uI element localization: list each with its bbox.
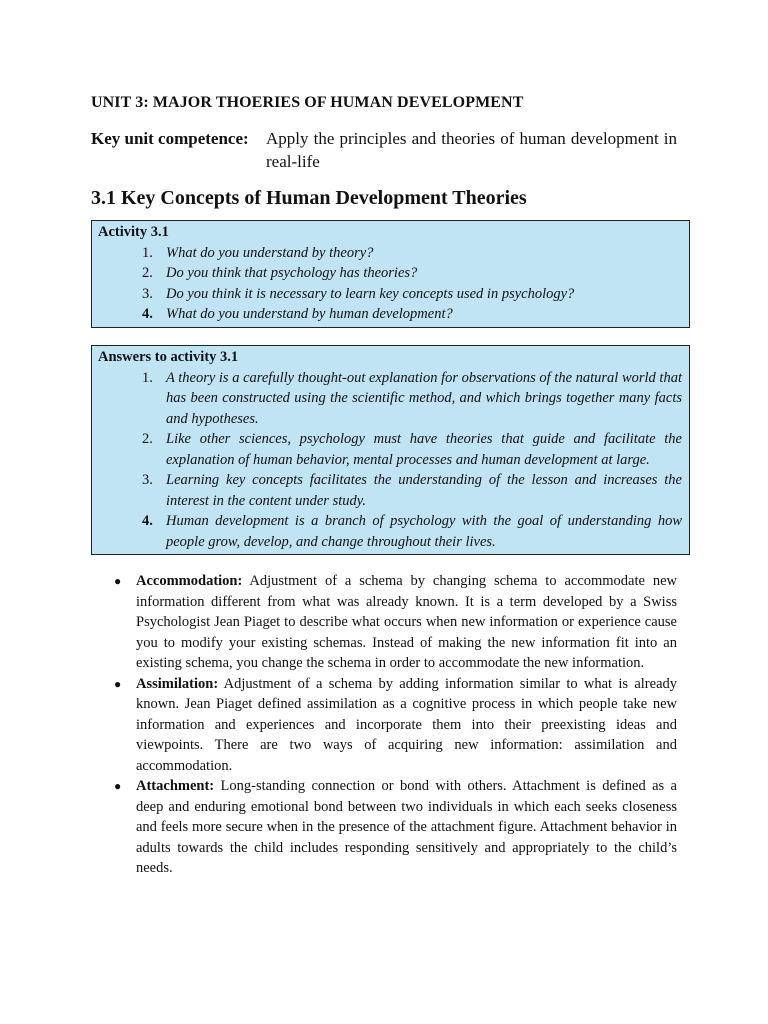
item-number: 1. bbox=[142, 244, 153, 261]
item-number: 2. bbox=[142, 265, 153, 281]
definition-item bbox=[114, 776, 677, 879]
definition-text: Long-standing connection or bond with others. Attachment is defined as a deep and enduring emotional bond between two individuals in which each seeks closeness and feels more secure when in the presence of the attachment figure. Attachment behavior in adults towards the child includes responding sensitively and appropriately to the child’s needs. bbox=[136, 778, 677, 876]
item-text: Human development is a branch of psychology with the goal of understanding how people grow, develop, and change throughout their lives. bbox=[166, 513, 682, 550]
answers-list bbox=[98, 368, 682, 553]
activity-title: Activity 3.1 bbox=[98, 224, 169, 240]
item-text: Do you think it is necessary to learn key concepts used in psychology? bbox=[166, 285, 575, 302]
item-number: 2. bbox=[142, 431, 153, 447]
activity-item bbox=[98, 304, 682, 325]
item-number: 1. bbox=[142, 369, 153, 386]
activity-list bbox=[98, 243, 682, 325]
definitions-list bbox=[114, 571, 678, 879]
item-number: 3. bbox=[142, 285, 153, 302]
answer-item bbox=[98, 470, 682, 511]
activity-item bbox=[98, 243, 682, 264]
bullet-icon: ● bbox=[114, 676, 122, 691]
answers-title: Answers to activity 3.1 bbox=[98, 349, 239, 365]
answer-item bbox=[98, 368, 682, 430]
competence-label: Key unit competence: bbox=[91, 129, 249, 148]
definition-term: Attachment: bbox=[136, 778, 215, 794]
item-number: 4. bbox=[142, 513, 153, 529]
item-text: Learning key concepts facilitates the understanding of the lesson and increases the interest in the content under study. bbox=[166, 472, 682, 509]
answers-box bbox=[91, 345, 690, 555]
section-heading: 3.1 Key Concepts of Human Development Theories bbox=[91, 187, 527, 209]
answer-item bbox=[98, 429, 682, 470]
unit-title: UNIT 3: MAJOR THOERIES OF HUMAN DEVELOPMENT bbox=[91, 94, 524, 111]
key-unit-competence bbox=[91, 127, 677, 173]
bullet-icon: ● bbox=[114, 779, 122, 793]
definition-text: Adjustment of a schema by changing schema to accommodate new information different from what was already known. It is a term developed by a Swiss Psychologist Jean Piaget to describe what occurs when new information or experience cause you to modify your existing schemas. Instead of making the new information fit into an existing schema, you change the schema in order to accommodate the new information. bbox=[136, 573, 677, 671]
item-text: Do you think that psychology has theories? bbox=[166, 265, 418, 281]
definition-text: Adjustment of a schema by adding information similar to what is already known. Jean Piaget defined assimilation as a cognitive process in which people take new information and experiences and incorporate them into their preexisting ideas and viewpoints. There are two ways of acquiring new information: assimilation and accommodation. bbox=[136, 675, 678, 774]
bullet-icon: ● bbox=[114, 574, 122, 588]
definition-item bbox=[114, 674, 678, 777]
definition-item bbox=[114, 571, 677, 674]
item-text: Like other sciences, psychology must have theories that guide and facilitate the explanation of human behavior, mental processes and human development at large. bbox=[166, 431, 682, 468]
item-text: What do you understand by theory? bbox=[166, 244, 374, 261]
definition-term: Assimilation: bbox=[136, 675, 219, 692]
activity-item bbox=[98, 263, 682, 284]
item-text: A theory is a carefully thought-out explanation for observations of the natural world that has been constructed using the scientific method, and which brings together many facts and hypotheses. bbox=[166, 369, 682, 427]
item-number: 3. bbox=[142, 472, 153, 488]
activity-item bbox=[98, 284, 682, 305]
competence-text: Apply the principles and theories of human development in real-life bbox=[266, 129, 677, 171]
activity-box bbox=[91, 220, 690, 328]
definition-term: Accommodation: bbox=[136, 573, 243, 589]
answer-item bbox=[98, 511, 682, 552]
item-text: What do you understand by human development? bbox=[166, 306, 453, 322]
item-number: 4. bbox=[142, 306, 153, 322]
